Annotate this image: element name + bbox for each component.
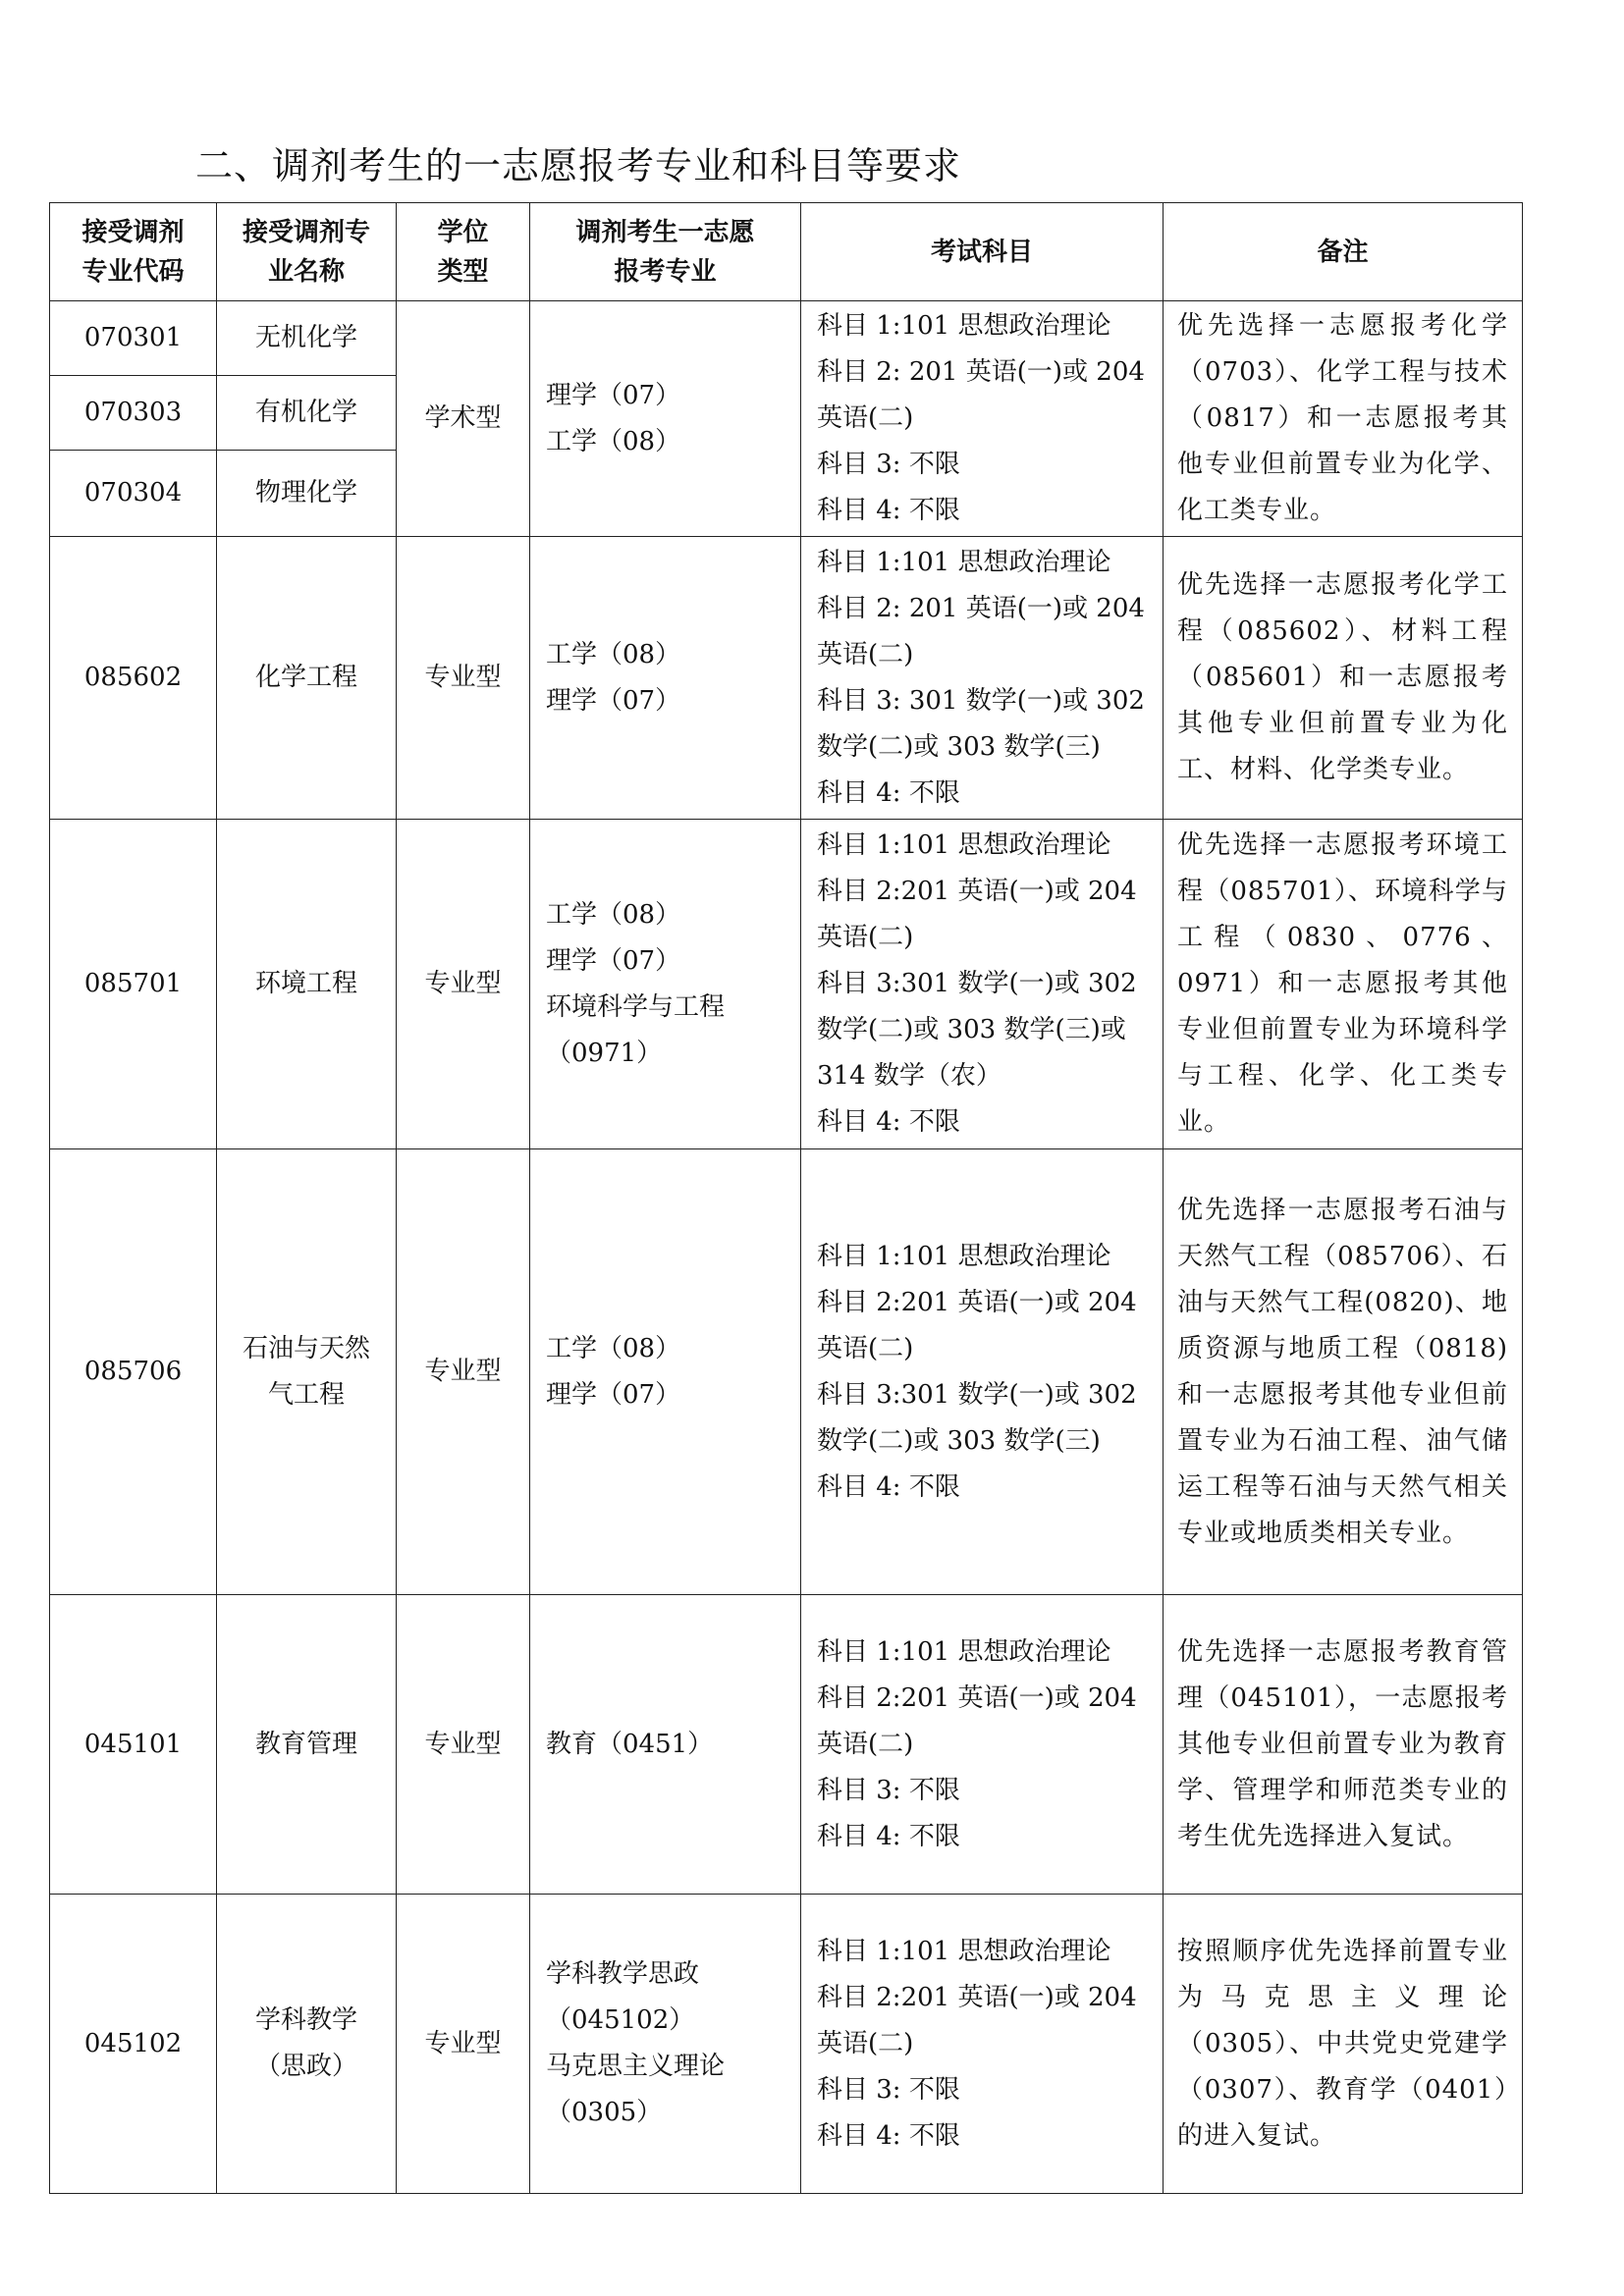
table-row bbox=[50, 537, 1523, 820]
major-name: 有机化学 bbox=[217, 376, 397, 451]
degree-type: 专业型 bbox=[397, 537, 530, 820]
page-title: 二、调剂考生的一志愿报考专业和科目等要求 bbox=[195, 144, 962, 187]
remarks: 优先选择一志愿报考化学工程（085602）、材料工程（085601）和一志愿报考其他专业但前置专业为化工、材料、化学类专业。 bbox=[1164, 537, 1523, 820]
first-choice-majors: 理学（07） 工学（08） bbox=[530, 301, 801, 537]
first-choice-majors: 工学（08） 理学（07） bbox=[530, 537, 801, 820]
exam-subjects: 科目 1:101 思想政治理论 科目 2:201 英语(一)或 204 英语(二) 科目 3: 不限 科目 4: 不限 bbox=[801, 1895, 1164, 2194]
header-type: 学位 类型 bbox=[397, 203, 530, 301]
table-row bbox=[50, 1895, 1523, 2194]
remarks: 优先选择一志愿报考环境工程（085701）、环境科学与工程（0830、0776、0971）和一志愿报考其他专业但前置专业为环境科学与工程、化学、化工类专业。 bbox=[1164, 820, 1523, 1149]
exam-subjects: 科目 1:101 思想政治理论 科目 2:201 英语(一)或 204 英语(二) 科目 3: 不限 科目 4: 不限 bbox=[801, 1595, 1164, 1895]
major-code: 070304 bbox=[50, 451, 217, 537]
header-major: 调剂考生一志愿 报考专业 bbox=[530, 203, 801, 301]
remarks: 优先选择一志愿报考石油与天然气工程（085706）、石油与天然气工程(0820)、地质资源与地质工程（0818)和一志愿报考其他专业但前置专业为石油工程、油气储运工程等石油与天然气相关专业或地质类相关专业。 bbox=[1164, 1149, 1523, 1595]
table-row bbox=[50, 301, 1523, 376]
major-name: 教育管理 bbox=[217, 1595, 397, 1895]
major-code: 085602 bbox=[50, 537, 217, 820]
major-code: 070301 bbox=[50, 301, 217, 376]
first-choice-majors: 教育（0451） bbox=[530, 1595, 801, 1895]
adjustment-requirements-table bbox=[49, 202, 1523, 2194]
exam-subjects: 科目 1:101 思想政治理论 科目 2: 201 英语(一)或 204 英语(二) 科目 3: 301 数学(一)或 302 数学(二)或 303 数学(三) 科目 4: 不限 bbox=[801, 537, 1164, 820]
major-code: 085706 bbox=[50, 1149, 217, 1595]
table-row bbox=[50, 1149, 1523, 1595]
degree-type: 学术型 bbox=[397, 301, 530, 537]
exam-subjects: 科目 1:101 思想政治理论 科目 2: 201 英语(一)或 204 英语(二) 科目 3: 不限 科目 4: 不限 bbox=[801, 301, 1164, 537]
header-subjects: 考试科目 bbox=[801, 203, 1164, 301]
major-name: 学科教学 （思政） bbox=[217, 1895, 397, 2194]
degree-type: 专业型 bbox=[397, 820, 530, 1149]
major-code: 085701 bbox=[50, 820, 217, 1149]
exam-subjects: 科目 1:101 思想政治理论 科目 2:201 英语(一)或 204 英语(二) 科目 3:301 数学(一)或 302 数学(二)或 303 数学(三)或 314 数学（农） 科目 4: 不限 bbox=[801, 820, 1164, 1149]
major-name: 化学工程 bbox=[217, 537, 397, 820]
major-name: 环境工程 bbox=[217, 820, 397, 1149]
major-name: 无机化学 bbox=[217, 301, 397, 376]
degree-type: 专业型 bbox=[397, 1595, 530, 1895]
exam-subjects: 科目 1:101 思想政治理论 科目 2:201 英语(一)或 204 英语(二) 科目 3:301 数学(一)或 302 数学(二)或 303 数学(三) 科目 4: 不限 bbox=[801, 1149, 1164, 1595]
major-name: 物理化学 bbox=[217, 451, 397, 537]
major-name: 石油与天然 气工程 bbox=[217, 1149, 397, 1595]
major-code: 070303 bbox=[50, 376, 217, 451]
table-row bbox=[50, 1595, 1523, 1895]
major-code: 045101 bbox=[50, 1595, 217, 1895]
header-code: 接受调剂 专业代码 bbox=[50, 203, 217, 301]
remarks: 优先选择一志愿报考教育管理（045101），一志愿报考其他专业但前置专业为教育学、管理学和师范类专业的考生优先选择进入复试。 bbox=[1164, 1595, 1523, 1895]
table-row bbox=[50, 820, 1523, 1149]
header-name: 接受调剂专 业名称 bbox=[217, 203, 397, 301]
remarks: 按照顺序优先选择前置专业为马克思主义理论（0305）、中共党史党建学（0307）、教育学（0401）的进入复试。 bbox=[1164, 1895, 1523, 2194]
first-choice-majors: 工学（08） 理学（07） bbox=[530, 1149, 801, 1595]
first-choice-majors: 工学（08） 理学（07） 环境科学与工程 （0971） bbox=[530, 820, 801, 1149]
remarks: 优先选择一志愿报考化学（0703）、化学工程与技术（0817）和一志愿报考其他专业但前置专业为化学、化工类专业。 bbox=[1164, 301, 1523, 537]
major-code: 045102 bbox=[50, 1895, 217, 2194]
first-choice-majors: 学科教学思政 （045102） 马克思主义理论 （0305） bbox=[530, 1895, 801, 2194]
header-remarks: 备注 bbox=[1164, 203, 1523, 301]
degree-type: 专业型 bbox=[397, 1149, 530, 1595]
degree-type: 专业型 bbox=[397, 1895, 530, 2194]
table-header-row bbox=[50, 203, 1523, 301]
